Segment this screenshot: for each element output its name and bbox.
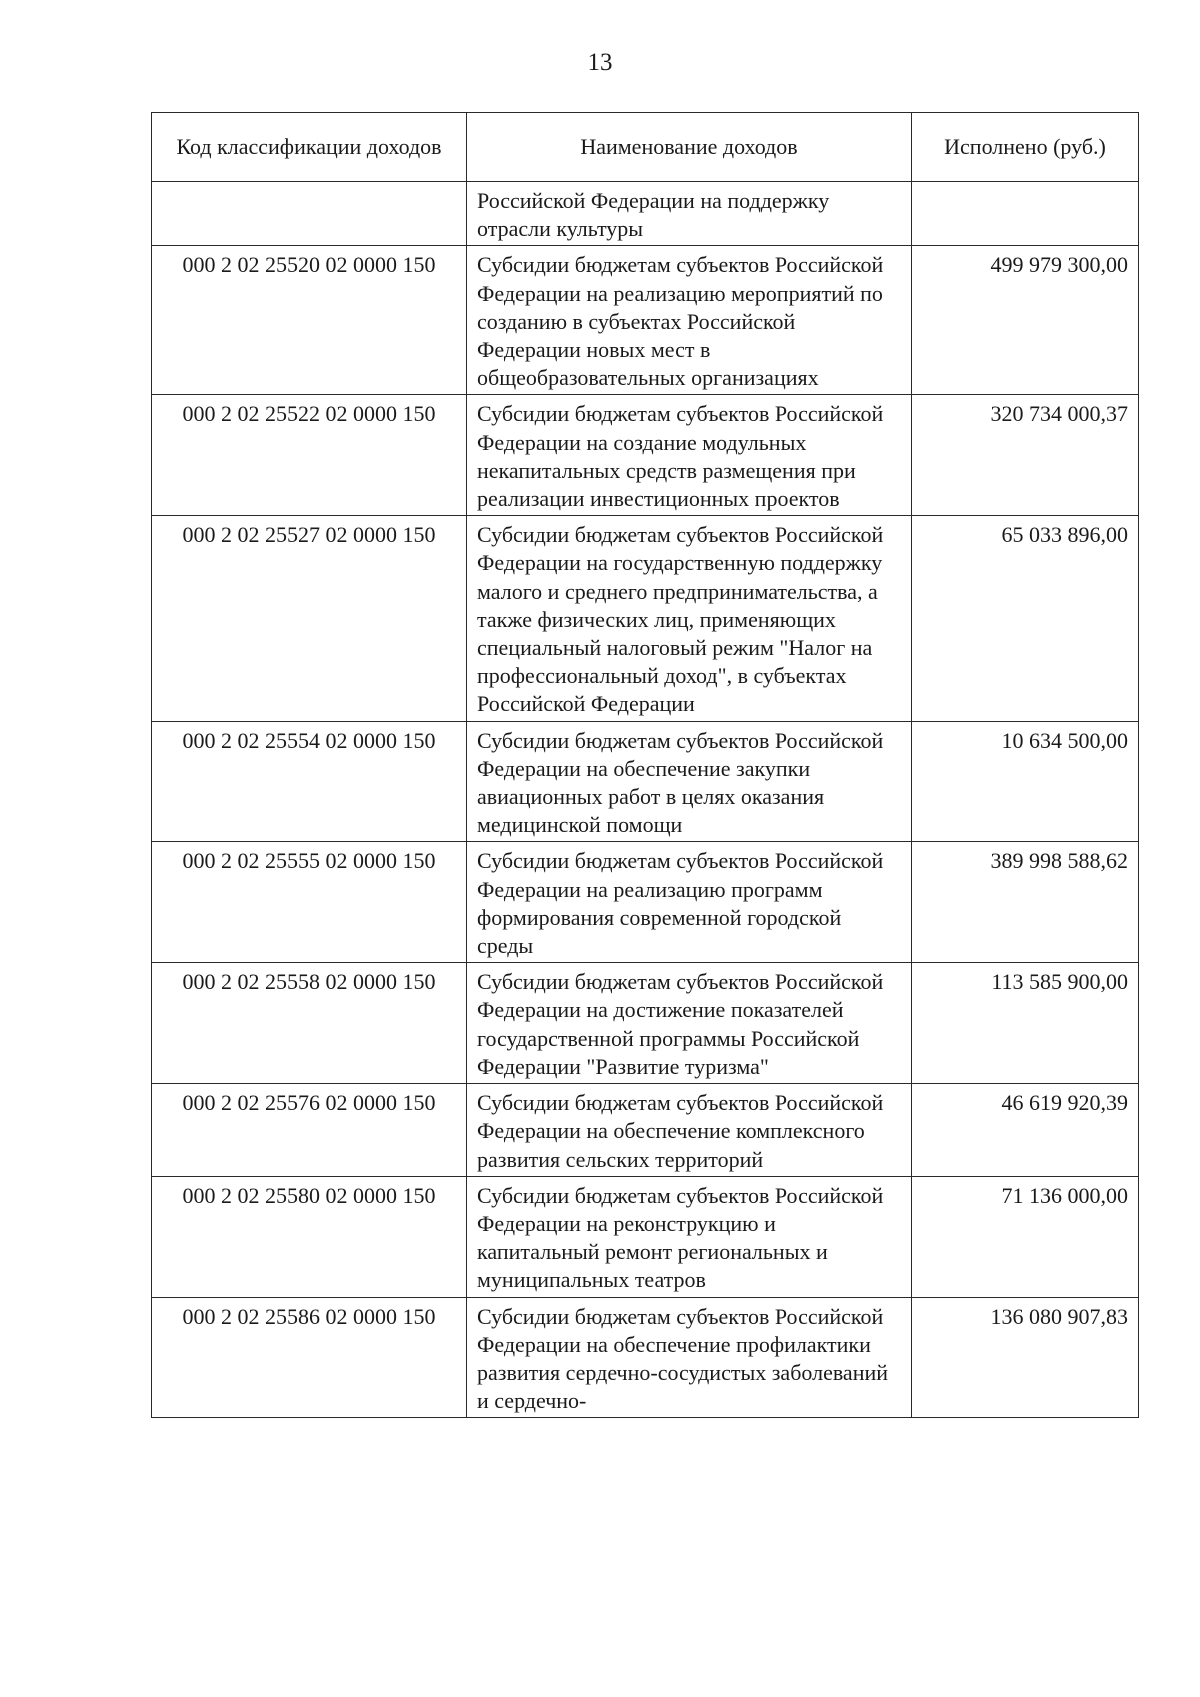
table-row: [152, 395, 1139, 516]
table-row: [152, 721, 1139, 842]
table-body: [152, 182, 1139, 1418]
table-row: [152, 516, 1139, 721]
row-amount: 10 634 500,00: [912, 721, 1139, 842]
row-name: Субсидии бюджетам субъектов Российской Федерации на обеспечение профилактики развития сердечно-сосудистых заболеваний и сердечно-: [467, 1297, 912, 1418]
row-code: 000 2 02 25586 02 0000 150: [152, 1297, 467, 1418]
table-row: [152, 1176, 1139, 1297]
table-row: [152, 246, 1139, 395]
row-code: 000 2 02 25555 02 0000 150: [152, 842, 467, 963]
row-amount: 65 033 896,00: [912, 516, 1139, 721]
table-row: [152, 842, 1139, 963]
row-amount: 499 979 300,00: [912, 246, 1139, 395]
row-code: 000 2 02 25558 02 0000 150: [152, 963, 467, 1084]
row-code: 000 2 02 25527 02 0000 150: [152, 516, 467, 721]
table-header-row: [152, 113, 1139, 182]
row-amount: 46 619 920,39: [912, 1084, 1139, 1177]
header-name: Наименование доходов: [467, 113, 912, 182]
page-number: 13: [587, 49, 613, 76]
header-code: Код классификации доходов: [152, 113, 467, 182]
row-name: Субсидии бюджетам субъектов Российской Федерации на государственную поддержку малого и среднего предпринимательства, а также физических лиц, применяющих специальный налоговый режим "Налог на профессиональный доход", в субъектах Российской Федерации: [467, 516, 912, 721]
row-code: [152, 182, 467, 246]
row-code: 000 2 02 25522 02 0000 150: [152, 395, 467, 516]
row-code: 000 2 02 25580 02 0000 150: [152, 1176, 467, 1297]
row-name: Российской Федерации на поддержку отрасли культуры: [467, 182, 912, 246]
row-name: Субсидии бюджетам субъектов Российской Федерации на обеспечение комплексного развития сельских территорий: [467, 1084, 912, 1177]
row-code: 000 2 02 25520 02 0000 150: [152, 246, 467, 395]
row-amount: 389 998 588,62: [912, 842, 1139, 963]
table-row: [152, 1297, 1139, 1418]
row-name: Субсидии бюджетам субъектов Российской Федерации на реконструкцию и капитальный ремонт региональных и муниципальных театров: [467, 1176, 912, 1297]
row-name: Субсидии бюджетам субъектов Российской Федерации на достижение показателей государственной программы Российской Федерации "Развитие туризма": [467, 963, 912, 1084]
row-code: 000 2 02 25576 02 0000 150: [152, 1084, 467, 1177]
row-amount: 113 585 900,00: [912, 963, 1139, 1084]
header-amount: Исполнено (руб.): [912, 113, 1139, 182]
row-name: Субсидии бюджетам субъектов Российской Федерации на реализацию мероприятий по созданию в субъектах Российской Федерации новых мест в общеобразовательных организациях: [467, 246, 912, 395]
row-name: Субсидии бюджетам субъектов Российской Федерации на создание модульных некапитальных средств размещения при реализации инвестиционных проектов: [467, 395, 912, 516]
table-row: [152, 1084, 1139, 1177]
row-amount: 320 734 000,37: [912, 395, 1139, 516]
row-code: 000 2 02 25554 02 0000 150: [152, 721, 467, 842]
table-row: [152, 963, 1139, 1084]
row-amount: [912, 182, 1139, 246]
row-name: Субсидии бюджетам субъектов Российской Федерации на реализацию программ формирования современной городской среды: [467, 842, 912, 963]
table-row: [152, 182, 1139, 246]
row-amount: 71 136 000,00: [912, 1176, 1139, 1297]
row-name: Субсидии бюджетам субъектов Российской Федерации на обеспечение закупки авиационных работ в целях оказания медицинской помощи: [467, 721, 912, 842]
income-table: [151, 112, 1139, 1418]
row-amount: 136 080 907,83: [912, 1297, 1139, 1418]
